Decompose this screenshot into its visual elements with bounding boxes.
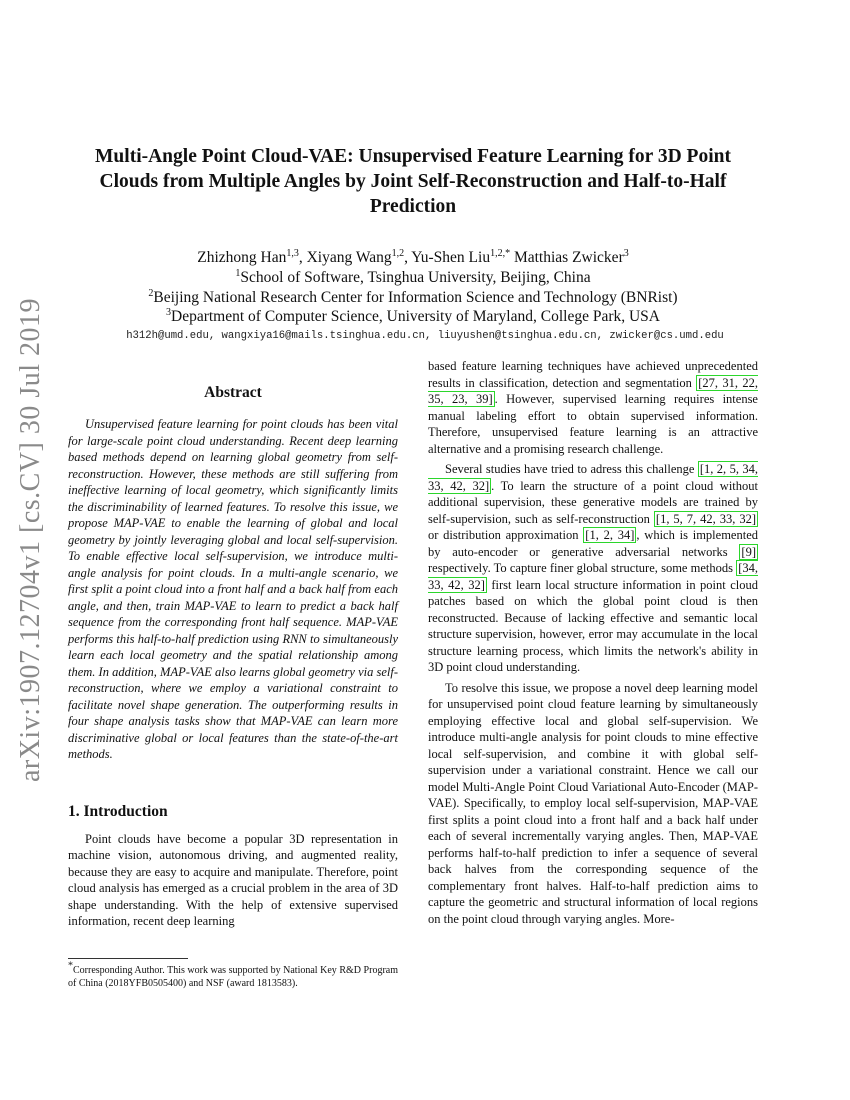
affiliation: $^3$Department of Computer Science, University of Maryland, College Park, USA (166, 306, 660, 325)
citation-link[interactable]: [1, 5, 7, 42, 33, 32] (655, 511, 757, 526)
affiliations (80, 268, 746, 327)
footnote-rule (68, 958, 188, 959)
author: Matthias Zwicker$^3$ (513, 247, 629, 266)
citation-link[interactable]: [34, 33, 42, 32] (428, 561, 758, 592)
citation-link[interactable]: [9] (741, 544, 756, 559)
citation-link[interactable]: [1, 2, 5, 34, 33, 42, 32] (428, 462, 758, 493)
left-column (68, 384, 398, 934)
affiliation: $^1$School of Software, Tsinghua University, Beijing, China (235, 267, 591, 286)
citation-link[interactable]: [1, 2, 34] (585, 528, 635, 542)
author-emails: h312h@umd.edu, wangxiya16@mails.tsinghua.edu.cn, liuyushen@tsinghua.edu.cn, zwicker@cs.umd.edu (126, 330, 724, 342)
intro-paragraph: Several studies have tried to adress this challenge [1, 2, 5, 34, 33, 42, 32] . To learn the structure of a point cloud without additional supervision, these generative models are trained by self-supervision, such as self-reconstruction [1, 5, 7, 42, 33, 32] or distribution approximation [1, 2, 34] , which is implemented by auto-encoder or generative adversarial networks [9] respectively. To capture finer global structure, some methods [34, 33, 42, 32] first learn local structure information in point cloud patches based on which the global point cloud is then reconstructed. Because of lacking effective and semantic local structure supervision, however, error may accumulate in the local structure learning process, which limits the network's ability in 3D point cloud understanding. (428, 462, 758, 674)
intro-paragraph: To resolve this issue, we propose a novel deep learning model for unsupervised point cloud feature learning by simultaneously employing effective local and global self-supervision. We introduce multi-angle analysis for point clouds to mine effective local self-supervision, and combine it with global self-supervision under a variational constraint. Hence we call our model Multi-Angle Point Cloud Variational Auto-Encoder (MAP-VAE). Specifically, to employ local self-supervision, MAP-VAE first splits a point cloud into a front half and a back half under each of several incrementally varying angles. Then, MAP-VAE performs half-to-half prediction to infer a sequence of several back halves from the corresponding sequence of the complementary front halves. Half-to-half prediction aims to capture the geometric and structural information of local regions on the point cloud through varying angles. More- (428, 680, 758, 926)
author-list (80, 248, 746, 268)
author: Zhizhong Han$^{1,3}$, (197, 247, 307, 266)
arxiv-identifier: arXiv:1907.12704v1 [cs.CV] 30 Jul 2019 (15, 297, 47, 783)
right-column (428, 358, 758, 931)
citation-link[interactable]: [27, 31, 22, 35, 23, 39] (428, 375, 758, 406)
abstract-text: Unsupervised feature learning for point clouds has been vital for large-scale point cloud understanding. Recent deep learning based methods depend on learning global geometry from self-reconstruction. However, these methods are still suffering from ineffective learning of local geometry, which significantly limits the discriminability of learned features. To resolve this issue, we propose MAP-VAE to enable the learning of global and local geometry by jointly leveraging global and local self-supervision. To enable effective local self-supervision, we introduce multi-angle analysis for point clouds. In a multi-angle scenario, we first split a point cloud into a front half and a back half from each angle, and then, train MAP-VAE to learn to predict a back half sequence from the corresponding front half sequence. MAP-VAE performs this half-to-half prediction using RNN to simultaneously learn each local geometry and the spatial relationship among them. In addition, MAP-VAE also learns global geometry via self-reconstruction, where we employ a variational constraint to facilitate novel shape generation. The outperforming results in four shape analysis tasks show that MAP-VAE can learn more discriminative global or local features than the state-of-the-art methods. (68, 417, 398, 761)
paper-title: Multi-Angle Point Cloud-VAE: Unsupervised Feature Learning for 3D Point Clouds from Multiple Angles by Joint Self-Reconstruction and Half-to-Half Prediction (95, 146, 731, 217)
author: Yu-Shen Liu$^{1,2,*}$ (411, 247, 511, 266)
intro-paragraph-continued: based feature learning techniques have achieved unprecedented results in classification, detection and segmentation [27, 31, 22, 35, 23, 39] . However, supervised learning requires intense manual labeling effort to obtain supervised information. Therefore, unsupervised feature learning is an attractive alternative and a promising research challenge. (428, 359, 758, 456)
abstract-heading: Abstract (204, 384, 262, 401)
intro-paragraph: Point clouds have become a popular 3D representation in machine vision, autonomous driving, and augmented reality, because they are easy to acquire and manipulate. Therefore, point cloud analysis has emerged as a crucial problem in the area of 3D shape understanding. With the help of extensive supervised information, recent deep learning (68, 831, 398, 928)
affiliation: $^2$Beijing National Research Center for Information Science and Technology (BNRist) (148, 287, 678, 306)
author: Xiyang Wang$^{1,2}$, (306, 247, 412, 266)
section-heading-introduction: 1. Introduction (68, 802, 168, 820)
footnote: *Corresponding Author. This work was supported by National Key R&D Program of China (2018YFB0505400) and NSF (award 1813583). (68, 958, 398, 990)
